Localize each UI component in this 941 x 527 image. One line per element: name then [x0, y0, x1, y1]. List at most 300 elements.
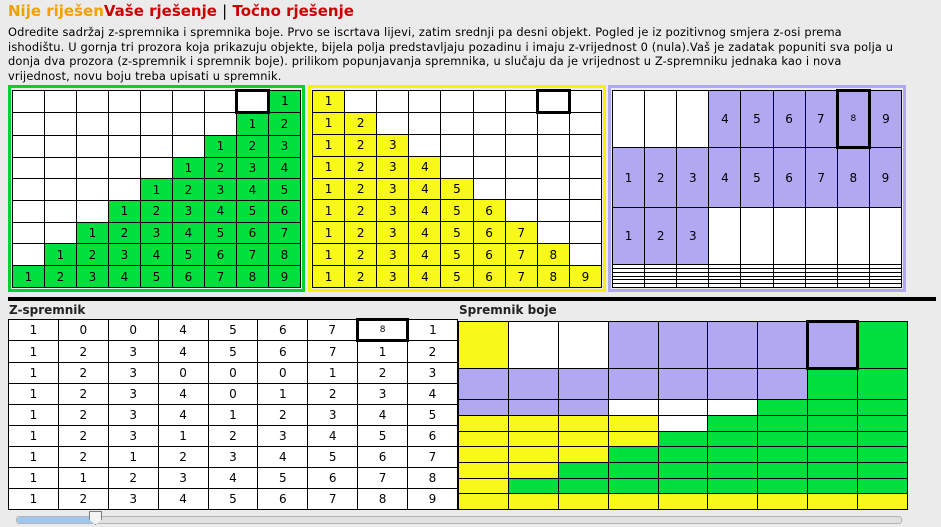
color-buffer-cell[interactable]	[608, 322, 658, 369]
object-middle-row	[313, 200, 602, 222]
object-right-cell	[741, 208, 773, 265]
object-left-cell: 7	[237, 244, 269, 266]
color-buffer-cell[interactable]	[459, 400, 509, 416]
color-buffer-cell[interactable]	[508, 494, 558, 510]
object-left-cell	[13, 179, 45, 201]
object-middle-cell: 1	[313, 266, 345, 288]
color-buffer-cell[interactable]	[558, 494, 608, 510]
object-middle-frame	[308, 85, 606, 292]
object-left-cell	[45, 201, 77, 223]
object-right-cell	[677, 284, 709, 288]
color-buffer-cell[interactable]	[558, 322, 608, 369]
object-right-cell: 3	[677, 147, 709, 208]
color-buffer-cell[interactable]	[658, 478, 708, 494]
object-middle-cell	[537, 178, 569, 200]
color-buffer-cell[interactable]	[459, 322, 509, 369]
z-buffer-cell[interactable]: 2	[58, 426, 108, 447]
color-buffer-cell[interactable]	[758, 369, 808, 400]
object-middle-cell: 1	[313, 156, 345, 178]
color-buffer-cell[interactable]	[459, 478, 509, 494]
object-left-cell	[109, 157, 141, 179]
color-buffer-cell[interactable]	[608, 494, 658, 510]
z-buffer-cell[interactable]: 2	[308, 384, 358, 405]
color-buffer-cell[interactable]	[508, 462, 558, 478]
object-left-cell	[45, 135, 77, 157]
color-buffer-cell[interactable]	[508, 447, 558, 463]
object-middle-cell: 7	[505, 266, 537, 288]
object-right-cell: 8	[837, 91, 869, 148]
color-buffer-cell[interactable]	[658, 447, 708, 463]
z-buffer-cell[interactable]: 3	[258, 426, 308, 447]
z-buffer-cell[interactable]: 8	[358, 320, 408, 341]
z-buffer-cell[interactable]: 4	[308, 426, 358, 447]
color-buffer-cell[interactable]	[608, 447, 658, 463]
object-left-cell	[45, 112, 77, 135]
color-buffer-cell[interactable]	[708, 494, 758, 510]
z-buffer-cell[interactable]: 7	[408, 447, 458, 468]
color-buffer-cell[interactable]	[608, 462, 658, 478]
color-buffer-cell[interactable]	[658, 322, 708, 369]
object-left-row	[13, 266, 301, 288]
z-buffer-cell[interactable]: 7	[308, 340, 358, 362]
z-buffer-cell[interactable]: 4	[258, 447, 308, 468]
color-buffer-cell[interactable]	[459, 447, 509, 463]
object-middle-cell: 2	[345, 134, 377, 156]
color-buffer-cell[interactable]	[808, 494, 858, 510]
color-buffer-cell[interactable]	[858, 415, 908, 431]
color-buffer-row	[459, 478, 908, 494]
object-middle-cell	[537, 112, 569, 134]
z-buffer-cell[interactable]: 4	[158, 405, 208, 426]
object-left-cell	[173, 135, 205, 157]
object-right-cell: 9	[869, 147, 901, 208]
object-left-cell: 5	[173, 244, 205, 266]
object-left-cell: 1	[141, 179, 173, 201]
z-buffer-cell[interactable]: 6	[258, 489, 308, 510]
tab-correct-solution[interactable]: Točno rješenje	[232, 2, 354, 20]
color-buffer-cell[interactable]	[508, 431, 558, 447]
color-buffer-cell[interactable]	[708, 431, 758, 447]
color-buffer-cell[interactable]	[758, 447, 808, 463]
z-buffer-cell[interactable]: 0	[108, 320, 158, 341]
object-middle-cell: 1	[313, 178, 345, 200]
z-buffer-cell[interactable]: 4	[158, 320, 208, 341]
z-buffer-cell[interactable]: 7	[308, 489, 358, 510]
object-middle-cell	[537, 134, 569, 156]
color-buffer-cell[interactable]	[858, 447, 908, 463]
object-middle-cell: 4	[409, 200, 441, 222]
object-left-cell	[45, 222, 77, 244]
object-left-cell	[109, 91, 141, 113]
z-buffer-cell[interactable]: 5	[308, 447, 358, 468]
object-middle-cell	[569, 134, 601, 156]
object-left-cell	[77, 112, 109, 135]
color-buffer-cell[interactable]	[708, 415, 758, 431]
z-buffer-row	[9, 447, 458, 468]
z-buffer-cell[interactable]: 1	[9, 363, 59, 384]
color-buffer-cell[interactable]	[459, 494, 509, 510]
object-middle-cell	[569, 200, 601, 222]
z-buffer-cell[interactable]: 0	[208, 384, 258, 405]
color-buffer-cell[interactable]	[558, 400, 608, 416]
object-left-cell: 2	[205, 157, 237, 179]
object-middle-cell	[345, 91, 377, 113]
z-buffer-cell[interactable]: 7	[358, 468, 408, 489]
object-middle-row	[313, 156, 602, 178]
object-left-cell	[45, 179, 77, 201]
object-middle-cell: 6	[473, 222, 505, 244]
color-buffer-cell[interactable]	[558, 447, 608, 463]
object-left-cell: 1	[205, 135, 237, 157]
z-buffer-cell[interactable]: 3	[408, 363, 458, 384]
z-buffer-cell[interactable]: 4	[158, 384, 208, 405]
z-buffer-cell[interactable]: 1	[9, 447, 59, 468]
color-buffer-cell[interactable]	[858, 431, 908, 447]
z-buffer-cell[interactable]: 2	[58, 405, 108, 426]
color-buffer-cell[interactable]	[708, 447, 758, 463]
object-right-cell	[645, 91, 677, 148]
z-buffer-cell[interactable]: 0	[258, 363, 308, 384]
color-buffer-cell[interactable]	[858, 322, 908, 369]
color-buffer-cell[interactable]	[459, 431, 509, 447]
z-buffer-cell[interactable]: 5	[358, 426, 408, 447]
color-buffer-cell[interactable]	[758, 322, 808, 369]
z-buffer-cell[interactable]: 1	[9, 340, 59, 362]
z-buffer-cell[interactable]: 3	[108, 405, 158, 426]
object-left-cell: 2	[45, 266, 77, 288]
z-buffer-cell[interactable]: 6	[408, 426, 458, 447]
z-buffer-cell[interactable]: 0	[58, 320, 108, 341]
z-buffer-cell[interactable]: 1	[9, 405, 59, 426]
object-right-cell	[869, 284, 901, 288]
z-buffer-cell[interactable]: 1	[58, 468, 108, 489]
object-middle-cell	[473, 178, 505, 200]
color-buffer-label: Spremnik boje	[459, 303, 557, 317]
object-right-cell: 7	[805, 91, 837, 148]
object-left-cell	[77, 135, 109, 157]
color-buffer-row	[459, 369, 908, 400]
object-middle-cell	[409, 134, 441, 156]
object-right-cell	[613, 91, 645, 148]
object-right-cell	[773, 284, 805, 288]
z-buffer-cell[interactable]: 4	[358, 405, 408, 426]
color-buffer-cell[interactable]	[508, 415, 558, 431]
color-buffer-row	[459, 431, 908, 447]
z-buffer-cell[interactable]: 3	[108, 489, 158, 510]
object-left-cell	[141, 135, 173, 157]
object-middle-row	[313, 244, 602, 266]
object-middle-cell	[569, 156, 601, 178]
object-right-cell: 2	[645, 147, 677, 208]
z-buffer-cell[interactable]: 1	[108, 447, 158, 468]
z-buffer-cell[interactable]: 1	[408, 320, 458, 341]
object-left-cell	[77, 201, 109, 223]
object-left-cell	[13, 112, 45, 135]
color-buffer-cell[interactable]	[558, 478, 608, 494]
instructions-text: Odredite sadržaj z-spremnika i spremnika boje. Prvo se iscrtava lijevi, zatim srednji pa desni objekt. Pogled je iz pozitivnog smjera z-osi prema ishodištu. U gornja tri prozora koja prikazuju objekte, bijela polja predstavljaju pozadinu i imaju z-vrijednost 0 (nula).Vaš je zadatak popuniti sva polja u donja dva prozora (z-spremnik i spremnik boje). prilikom popunjavanja spremnika, u slučaju da je vrijednost u Z-spremniku jednaka kao i nova vrijednost, novu boju treba upisati u spremnik.	[8, 25, 894, 83]
object-left-cell: 4	[269, 157, 301, 179]
color-buffer-cell[interactable]	[608, 369, 658, 400]
status-label: Nije riješen	[8, 2, 104, 20]
color-buffer-cell[interactable]	[558, 431, 608, 447]
object-left-cell: 2	[269, 112, 301, 135]
z-buffer-cell[interactable]: 2	[408, 340, 458, 362]
z-buffer-cell[interactable]: 3	[358, 384, 408, 405]
object-middle-cell: 5	[441, 200, 473, 222]
z-buffer-cell[interactable]: 9	[408, 489, 458, 510]
object-left-grid	[12, 89, 301, 288]
z-buffer-cell[interactable]: 6	[358, 447, 408, 468]
z-buffer-cell[interactable]: 0	[158, 363, 208, 384]
color-buffer-cell[interactable]	[658, 462, 708, 478]
z-buffer-cell[interactable]: 5	[408, 405, 458, 426]
color-buffer-cell[interactable]	[758, 400, 808, 416]
object-right-grid	[612, 89, 902, 288]
color-buffer-cell[interactable]	[758, 462, 808, 478]
object-right-cell	[805, 284, 837, 288]
object-left-cell	[13, 157, 45, 179]
color-buffer-cell[interactable]	[558, 369, 608, 400]
z-buffer-cell[interactable]: 2	[358, 363, 408, 384]
color-buffer-cell[interactable]	[508, 322, 558, 369]
color-buffer-cell[interactable]	[708, 369, 758, 400]
color-buffer-row	[459, 415, 908, 431]
color-buffer-cell[interactable]	[808, 322, 858, 369]
z-buffer-cell[interactable]: 1	[9, 468, 59, 489]
color-buffer-cell[interactable]	[858, 369, 908, 400]
z-buffer-cell[interactable]: 1	[208, 405, 258, 426]
z-buffer-cell[interactable]: 2	[58, 384, 108, 405]
z-buffer-cell[interactable]: 3	[108, 363, 158, 384]
z-buffer-cell[interactable]: 1	[9, 384, 59, 405]
z-buffer-cell[interactable]: 1	[9, 320, 59, 341]
object-middle-cell	[473, 134, 505, 156]
object-right-cell: 2	[645, 208, 677, 265]
object-left-row	[13, 157, 301, 179]
object-middle-cell	[473, 91, 505, 113]
z-buffer-cell[interactable]: 3	[308, 405, 358, 426]
z-buffer-cell[interactable]: 5	[208, 320, 258, 341]
object-middle-cell	[473, 112, 505, 134]
object-middle-cell: 8	[537, 266, 569, 288]
color-buffer-cell[interactable]	[708, 322, 758, 369]
z-buffer-cell[interactable]: 8	[408, 468, 458, 489]
object-left-cell: 1	[109, 201, 141, 223]
z-buffer-cell[interactable]: 3	[108, 384, 158, 405]
z-buffer-cell[interactable]: 2	[208, 426, 258, 447]
z-buffer-cell[interactable]: 3	[208, 447, 258, 468]
object-middle-cell	[505, 178, 537, 200]
object-left-cell: 3	[173, 201, 205, 223]
z-buffer-cell[interactable]: 2	[58, 340, 108, 362]
z-buffer-cell[interactable]: 1	[258, 384, 308, 405]
color-buffer-cell[interactable]	[508, 369, 558, 400]
color-buffer-cell[interactable]	[858, 400, 908, 416]
z-buffer-cell[interactable]: 2	[58, 363, 108, 384]
color-buffer-cell[interactable]	[758, 478, 808, 494]
color-buffer-cell[interactable]	[658, 400, 708, 416]
object-left-cell	[109, 179, 141, 201]
z-buffer-cell[interactable]: 8	[358, 489, 408, 510]
object-middle-cell	[569, 222, 601, 244]
color-buffer-cell[interactable]	[808, 369, 858, 400]
color-buffer-cell[interactable]	[858, 494, 908, 510]
z-buffer-cell[interactable]: 6	[258, 320, 308, 341]
z-buffer-cell[interactable]: 6	[258, 340, 308, 362]
object-middle-cell	[569, 244, 601, 266]
z-buffer-cell[interactable]: 1	[9, 489, 59, 510]
color-buffer-cell[interactable]	[558, 462, 608, 478]
object-middle-cell: 4	[409, 244, 441, 266]
color-buffer-cell[interactable]	[658, 431, 708, 447]
color-buffer-cell[interactable]	[508, 478, 558, 494]
object-left-cell	[13, 222, 45, 244]
color-buffer-cell[interactable]	[608, 415, 658, 431]
object-middle-cell	[377, 91, 409, 113]
object-left-cell	[141, 157, 173, 179]
z-buffer-cell[interactable]: 2	[258, 405, 308, 426]
color-buffer-cell[interactable]	[858, 462, 908, 478]
color-buffer-cell[interactable]	[808, 478, 858, 494]
z-buffer-cell[interactable]: 6	[308, 468, 358, 489]
z-buffer-cell[interactable]: 1	[158, 426, 208, 447]
color-buffer-cell[interactable]	[459, 415, 509, 431]
z-buffer-row	[9, 363, 458, 384]
object-middle-cell	[441, 156, 473, 178]
object-middle-grid	[312, 89, 602, 288]
object-left-cell: 1	[45, 244, 77, 266]
color-buffer-cell[interactable]	[658, 494, 708, 510]
object-middle-row	[313, 266, 602, 288]
z-buffer-cell[interactable]: 5	[208, 340, 258, 362]
object-left-cell: 5	[269, 179, 301, 201]
object-right-cell	[709, 284, 741, 288]
object-left-cell: 2	[141, 201, 173, 223]
object-left-cell	[13, 91, 45, 113]
color-buffer-cell[interactable]	[608, 478, 658, 494]
object-right-cell: 3	[677, 208, 709, 265]
object-middle-cell	[505, 112, 537, 134]
color-buffer-cell[interactable]	[758, 415, 808, 431]
color-buffer-row	[459, 447, 908, 463]
object-middle-cell: 2	[345, 178, 377, 200]
object-right-cell: 5	[741, 147, 773, 208]
color-buffer-cell[interactable]	[808, 447, 858, 463]
z-buffer-cell[interactable]: 4	[158, 489, 208, 510]
color-buffer-cell[interactable]	[808, 415, 858, 431]
color-buffer-cell[interactable]	[459, 369, 509, 400]
tab-your-solution[interactable]: Vaše rješenje	[103, 2, 217, 20]
z-buffer-cell[interactable]: 7	[308, 320, 358, 341]
z-buffer-cell[interactable]: 5	[208, 489, 258, 510]
color-buffer-cell[interactable]	[808, 400, 858, 416]
object-left-cell: 8	[269, 244, 301, 266]
color-buffer-cell[interactable]	[758, 494, 808, 510]
object-middle-cell: 5	[441, 244, 473, 266]
object-middle-cell	[505, 134, 537, 156]
object-middle-cell	[569, 178, 601, 200]
color-buffer-cell[interactable]	[708, 462, 758, 478]
color-buffer-cell[interactable]	[558, 415, 608, 431]
object-left-cell	[13, 201, 45, 223]
object-left-cell	[237, 91, 269, 113]
z-buffer-cell[interactable]: 2	[108, 468, 158, 489]
z-buffer-cell[interactable]: 4	[408, 384, 458, 405]
z-buffer-cell[interactable]: 3	[158, 468, 208, 489]
object-middle-cell: 1	[313, 91, 345, 113]
color-buffer-cell[interactable]	[658, 415, 708, 431]
z-buffer-cell[interactable]: 1	[358, 340, 408, 362]
color-buffer-cell[interactable]	[608, 431, 658, 447]
z-buffer-cell[interactable]: 2	[58, 447, 108, 468]
object-right-cell	[869, 208, 901, 265]
object-right-cell: 4	[709, 147, 741, 208]
color-buffer-cell[interactable]	[708, 400, 758, 416]
object-left-cell: 4	[141, 244, 173, 266]
object-middle-cell: 3	[377, 200, 409, 222]
object-left-cell: 2	[173, 179, 205, 201]
color-buffer-cell[interactable]	[608, 400, 658, 416]
step-slider-track[interactable]	[16, 516, 902, 524]
object-right-cell: 4	[709, 91, 741, 148]
object-right-cell: 7	[805, 147, 837, 208]
color-buffer-cell[interactable]	[459, 462, 509, 478]
color-buffer-cell[interactable]	[808, 431, 858, 447]
object-left-cell: 4	[205, 201, 237, 223]
object-middle-cell	[409, 112, 441, 134]
object-left-cell: 7	[269, 222, 301, 244]
object-middle-cell: 8	[537, 244, 569, 266]
object-right-row	[613, 91, 902, 148]
z-buffer-cell[interactable]: 5	[258, 468, 308, 489]
z-buffer-cell[interactable]: 1	[9, 426, 59, 447]
object-left-cell: 9	[269, 266, 301, 288]
color-buffer-cell[interactable]	[708, 478, 758, 494]
z-buffer-cell[interactable]: 4	[158, 340, 208, 362]
object-middle-cell	[441, 91, 473, 113]
object-left-cell	[77, 157, 109, 179]
z-buffer-cell[interactable]: 2	[158, 447, 208, 468]
z-buffer-cell[interactable]: 4	[208, 468, 258, 489]
z-buffer-grid	[8, 318, 458, 510]
object-left-cell: 1	[77, 222, 109, 244]
color-buffer-cell[interactable]	[858, 478, 908, 494]
z-buffer-cell[interactable]: 0	[208, 363, 258, 384]
z-buffer-cell[interactable]: 1	[308, 363, 358, 384]
object-middle-cell: 2	[345, 156, 377, 178]
object-middle-cell	[473, 156, 505, 178]
z-buffer-row	[9, 468, 458, 489]
object-left-row	[13, 201, 301, 223]
z-buffer-cell[interactable]: 3	[108, 426, 158, 447]
z-buffer-cell[interactable]: 2	[58, 489, 108, 510]
z-buffer-cell[interactable]: 3	[108, 340, 158, 362]
object-right-cell	[837, 208, 869, 265]
color-buffer-cell[interactable]	[508, 400, 558, 416]
object-right-cell: 1	[613, 208, 645, 265]
object-left-cell	[109, 112, 141, 135]
object-middle-cell	[569, 91, 601, 113]
color-buffer-cell[interactable]	[808, 462, 858, 478]
object-middle-cell	[505, 200, 537, 222]
object-middle-cell: 4	[409, 156, 441, 178]
color-buffer-cell[interactable]	[658, 369, 708, 400]
color-buffer-cell[interactable]	[758, 431, 808, 447]
object-left-cell	[45, 157, 77, 179]
object-middle-cell: 2	[345, 112, 377, 134]
object-left-cell	[77, 91, 109, 113]
object-left-cell: 1	[237, 112, 269, 135]
